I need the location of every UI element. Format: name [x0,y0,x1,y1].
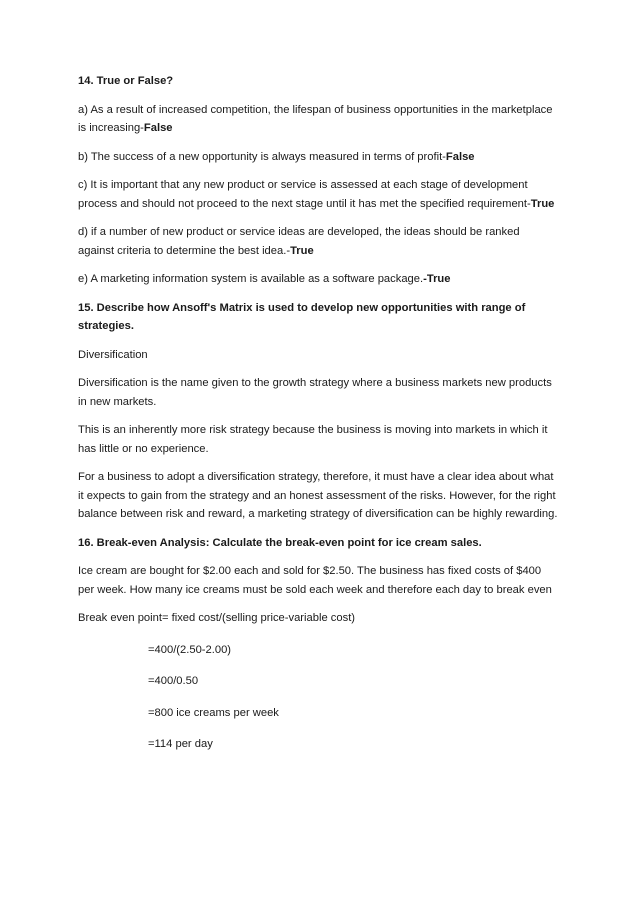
q15-heading: 15. Describe how Ansoff's Matrix is used to develop new opportunities with range of strategies. [78,301,526,332]
q14-item-c-answer: True [530,197,555,210]
q14-item-b-answer: False [445,150,475,163]
q14-item-c-text: c) It is important that any new product or service is assessed at each stage of development process and should not proceed to the next stage until it has met the specified requirement- [78,179,531,210]
q16-step: =400/0.50 [148,675,199,687]
q14-item-e-text: e) A marketing information system is available as a software package. [78,273,424,285]
q16-formula: Break even point= fixed cost/(selling price-variable cost) [78,612,356,624]
q15-paragraph: This is an inherently more risk strategy because the business is moving into markets in which it has little or no experience. [78,424,548,455]
q15-subheading: Diversification [78,348,148,361]
q14-item-a [78,101,558,138]
q14-item-b [78,148,558,167]
q14-item-a-answer: False [143,122,173,134]
q16-step: =800 ice creams per week [148,706,279,719]
q16-step: =114 per day [148,738,213,750]
q15-paragraph: Diversification is the name given to the growth strategy where a business markets new products in new markets. [78,377,552,408]
q16-step: =400/(2.50-2.00) [148,643,232,656]
document-page [78,72,558,767]
q16-heading: 16. Break-even Analysis: Calculate the break-even point for ice cream sales. [78,536,482,549]
q14-item-a-text: a) As a result of increased competition, the lifespan of business opportunities in the marketplace is increasing- [78,103,553,134]
q14-item-b-text: b) The success of a new opportunity is always measured in terms of profit- [78,150,446,163]
q14-item-e-answer: -True [423,273,451,285]
q14-item-e [78,270,558,289]
q14-heading: 14. True or False? [78,75,174,87]
q14-item-d-answer: True [290,244,314,257]
q14-item-c [78,176,558,213]
q16-problem: Ice cream are bought for $2.00 each and sold for $2.50. The business has fixed costs of $400 per week. How many ice creams must be sold each week and therefore each day to break even [78,565,552,596]
q14-item-d [78,223,558,260]
q14-item-d-text: d) if a number of new product or service ideas are developed, the ideas should be ranked against criteria to determine the best idea.- [78,226,520,257]
q15-paragraph: For a business to adopt a diversification strategy, therefore, it must have a clear idea about what it expects to gain from the strategy and an honest assessment of the risks. However, for the right balance between risk and reward, a marketing strategy of diversification can be highly rewarding. [78,471,558,520]
